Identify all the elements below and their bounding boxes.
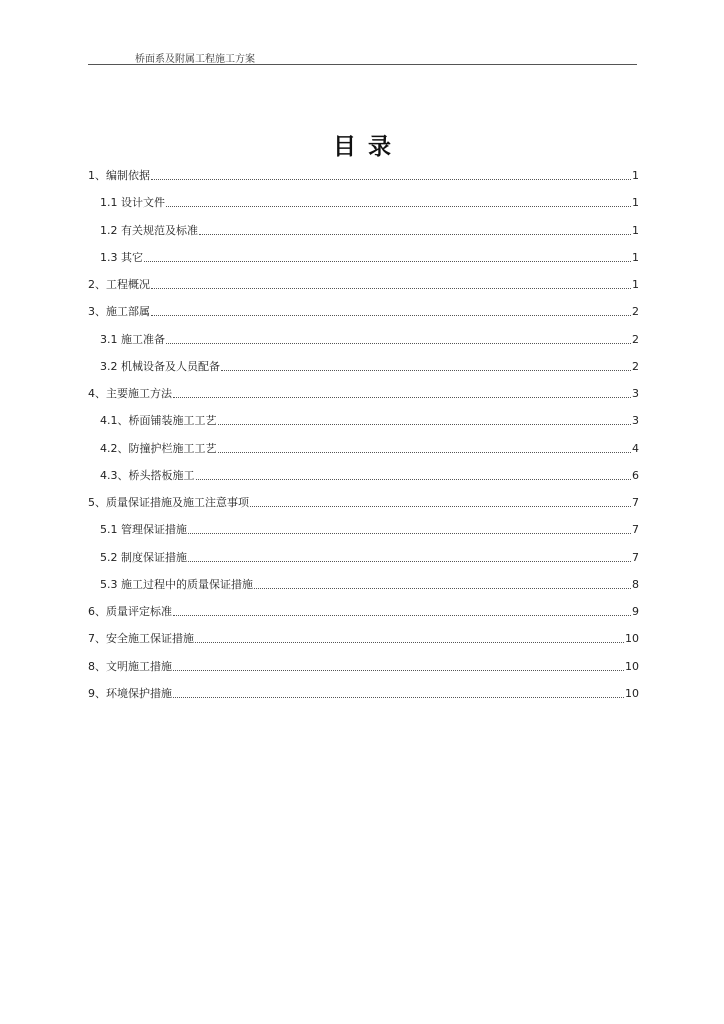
toc-dot-leader xyxy=(151,287,631,289)
toc-entry-label: 3.2 机械设备及人员配备 xyxy=(100,360,220,373)
toc-entry-page: 10 xyxy=(625,660,639,673)
toc-entry-page: 6 xyxy=(632,469,639,482)
toc-entry-page: 1 xyxy=(632,251,639,264)
toc-entry-label: 6、质量评定标准 xyxy=(88,605,172,618)
document-title: 目录 xyxy=(333,133,403,160)
toc-entry[interactable] xyxy=(100,249,639,265)
toc-entry-label: 1.3 其它 xyxy=(100,251,143,264)
toc-entry-label: 4.2、防撞护栏施工工艺 xyxy=(100,442,217,455)
toc-entry-page: 8 xyxy=(632,578,639,591)
toc-entry-label: 5、质量保证措施及施工注意事项 xyxy=(88,496,249,509)
toc-dot-leader xyxy=(173,669,624,671)
toc-dot-leader xyxy=(199,233,631,235)
toc-entry-page: 9 xyxy=(632,605,639,618)
toc-entry-page: 3 xyxy=(632,387,639,400)
toc-entry[interactable] xyxy=(88,603,639,619)
toc-entry-page: 7 xyxy=(632,496,639,509)
toc-dot-leader xyxy=(188,560,631,562)
toc-entry[interactable] xyxy=(88,685,639,701)
toc-entry[interactable] xyxy=(100,576,639,592)
toc-entry[interactable] xyxy=(100,549,639,565)
toc-entry[interactable] xyxy=(88,658,639,674)
toc-entry[interactable] xyxy=(100,194,639,210)
toc-entry-page: 10 xyxy=(625,632,639,645)
toc-entry-page: 4 xyxy=(632,442,639,455)
toc-entry[interactable] xyxy=(100,358,639,374)
toc-dot-leader xyxy=(144,260,631,262)
toc-entry[interactable] xyxy=(100,222,639,238)
toc-entry-page: 2 xyxy=(632,305,639,318)
toc-entry[interactable] xyxy=(88,167,639,183)
toc-entry-page: 2 xyxy=(632,333,639,346)
toc-entry[interactable] xyxy=(100,412,639,428)
toc-entry-page: 1 xyxy=(632,224,639,237)
toc-entry-label: 2、工程概况 xyxy=(88,278,150,291)
toc-entry[interactable] xyxy=(100,521,639,537)
toc-entry-label: 9、环境保护措施 xyxy=(88,687,172,700)
toc-entry[interactable] xyxy=(100,467,639,483)
toc-dot-leader xyxy=(173,396,631,398)
toc-entry[interactable] xyxy=(88,385,639,401)
toc-dot-leader xyxy=(166,342,631,344)
toc-dot-leader xyxy=(218,451,632,453)
toc-entry-page: 1 xyxy=(632,196,639,209)
toc-entry[interactable] xyxy=(100,331,639,347)
toc-dot-leader xyxy=(196,478,632,480)
toc-entry[interactable] xyxy=(88,494,639,510)
toc-entry-page: 2 xyxy=(632,360,639,373)
toc-dot-leader xyxy=(188,532,631,534)
toc-dot-leader xyxy=(173,696,624,698)
toc-entry-label: 8、文明施工措施 xyxy=(88,660,172,673)
toc-entry-label: 7、安全施工保证措施 xyxy=(88,632,194,645)
toc-entry[interactable] xyxy=(88,630,639,646)
toc-entry[interactable] xyxy=(100,440,639,456)
header-title: 桥面系及附属工程施工方案 xyxy=(135,54,255,65)
toc-entry-page: 7 xyxy=(632,551,639,564)
toc-dot-leader xyxy=(221,369,631,371)
toc-entry-page: 10 xyxy=(625,687,639,700)
toc-entry[interactable] xyxy=(88,276,639,292)
toc-dot-leader xyxy=(195,641,624,643)
toc-entry-label: 5.2 制度保证措施 xyxy=(100,551,187,564)
toc-dot-leader xyxy=(151,178,631,180)
toc-entry-label: 5.3 施工过程中的质量保证措施 xyxy=(100,578,253,591)
toc-entry-page: 7 xyxy=(632,523,639,536)
toc-dot-leader xyxy=(218,423,632,425)
toc-entry-label: 1.1 设计文件 xyxy=(100,196,165,209)
toc-entry-label: 4.1、桥面铺装施工工艺 xyxy=(100,414,217,427)
toc-entry-page: 3 xyxy=(632,414,639,427)
toc-entry-page: 1 xyxy=(632,169,639,182)
toc-entry-label: 1.2 有关规范及标准 xyxy=(100,224,198,237)
toc-entry[interactable] xyxy=(88,303,639,319)
toc-entry-label: 3、施工部属 xyxy=(88,305,150,318)
toc-entry-page: 1 xyxy=(632,278,639,291)
toc-entry-label: 4.3、桥头搭板施工 xyxy=(100,469,195,482)
toc-dot-leader xyxy=(254,587,631,589)
toc-dot-leader xyxy=(173,614,631,616)
toc-entry-label: 3.1 施工准备 xyxy=(100,333,165,346)
toc-dot-leader xyxy=(151,314,631,316)
toc-entry-label: 1、编制依据 xyxy=(88,169,150,182)
toc-entry-label: 5.1 管理保证措施 xyxy=(100,523,187,536)
toc-entry-label: 4、主要施工方法 xyxy=(88,387,172,400)
toc-dot-leader xyxy=(250,505,631,507)
toc-dot-leader xyxy=(166,205,631,207)
